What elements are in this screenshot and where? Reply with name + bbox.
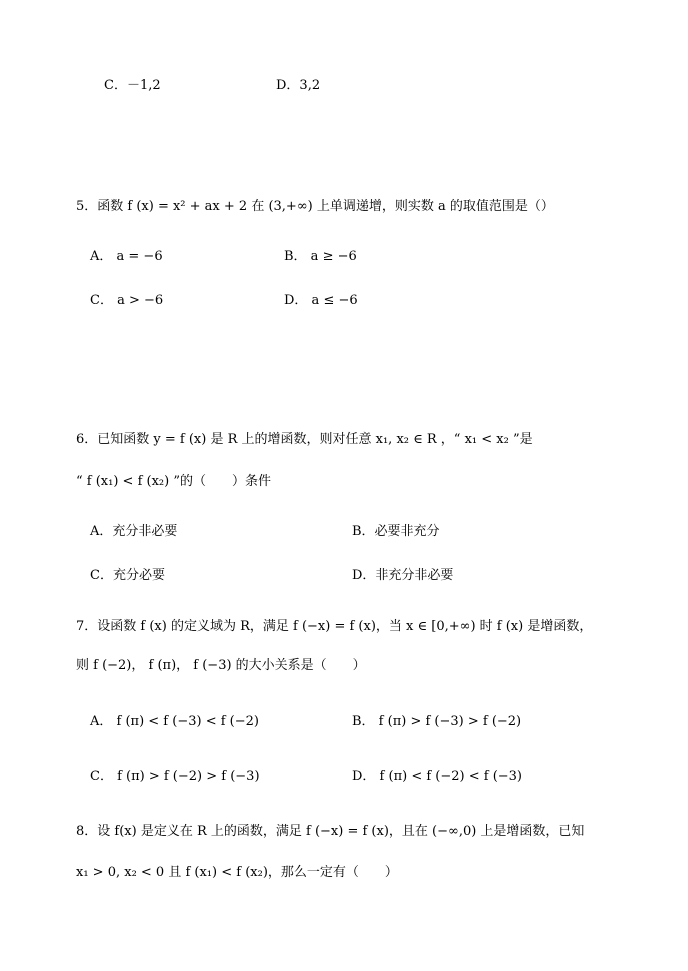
q8-stem-line1: 8．设 f(x) 是定义在 R 上的函数，满足 f (−x) = f (x)，且在 (−∞,0) 上是增函数，已知 xyxy=(76,824,585,839)
q5-option-a: A． a = −6 xyxy=(90,249,163,264)
q6-stem-line1: 6．已知函数 y = f (x) 是 R 上的增函数，则对任意 x₁, x₂ ∈ R ，“ x₁ < x₂ ”是 xyxy=(76,432,533,447)
q7-option-d: D． f (π) < f (−2) < f (−3) xyxy=(352,769,523,784)
q6-option-d: D．非充分非必要 xyxy=(352,568,454,583)
q7-option-b: B． f (π) > f (−3) > f (−2) xyxy=(352,714,522,729)
q5-option-d: D． a ≤ −6 xyxy=(284,293,358,308)
q8-stem-line2: x₁ > 0, x₂ < 0 且 f (x₁) < f (x₂)，那么一定有（ ） xyxy=(76,865,398,880)
q5-stem: 5．函数 f (x) = x² + ax + 2 在 (3,+∞) 上单调递增，则实数 a 的取值范围是（） xyxy=(76,199,554,214)
q5-option-c: C． a > −6 xyxy=(90,293,164,308)
q4-option-d: D．3,2 xyxy=(276,78,321,93)
q7-option-c: C． f (π) > f (−2) > f (−3) xyxy=(90,769,260,784)
q6-option-c: C．充分必要 xyxy=(90,568,165,583)
q6-option-a: A．充分非必要 xyxy=(90,524,178,539)
q6-option-b: B．必要非充分 xyxy=(352,524,440,539)
q7-option-a: A． f (π) < f (−3) < f (−2) xyxy=(90,714,259,729)
q5-option-b: B． a ≥ −6 xyxy=(284,249,357,264)
q7-stem-line2: 则 f (−2)， f (π)， f (−3) 的大小关系是（ ） xyxy=(76,658,366,673)
q4-option-c: C．－1,2 xyxy=(104,78,161,93)
q7-stem-line1: 7．设函数 f (x) 的定义域为 R，满足 f (−x) = f (x)，当 x ∈ [0,+∞) 时 f (x) 是增函数， xyxy=(76,619,593,634)
q6-stem-line2: “ f (x₁) < f (x₂) ”的（ ）条件 xyxy=(76,474,271,489)
